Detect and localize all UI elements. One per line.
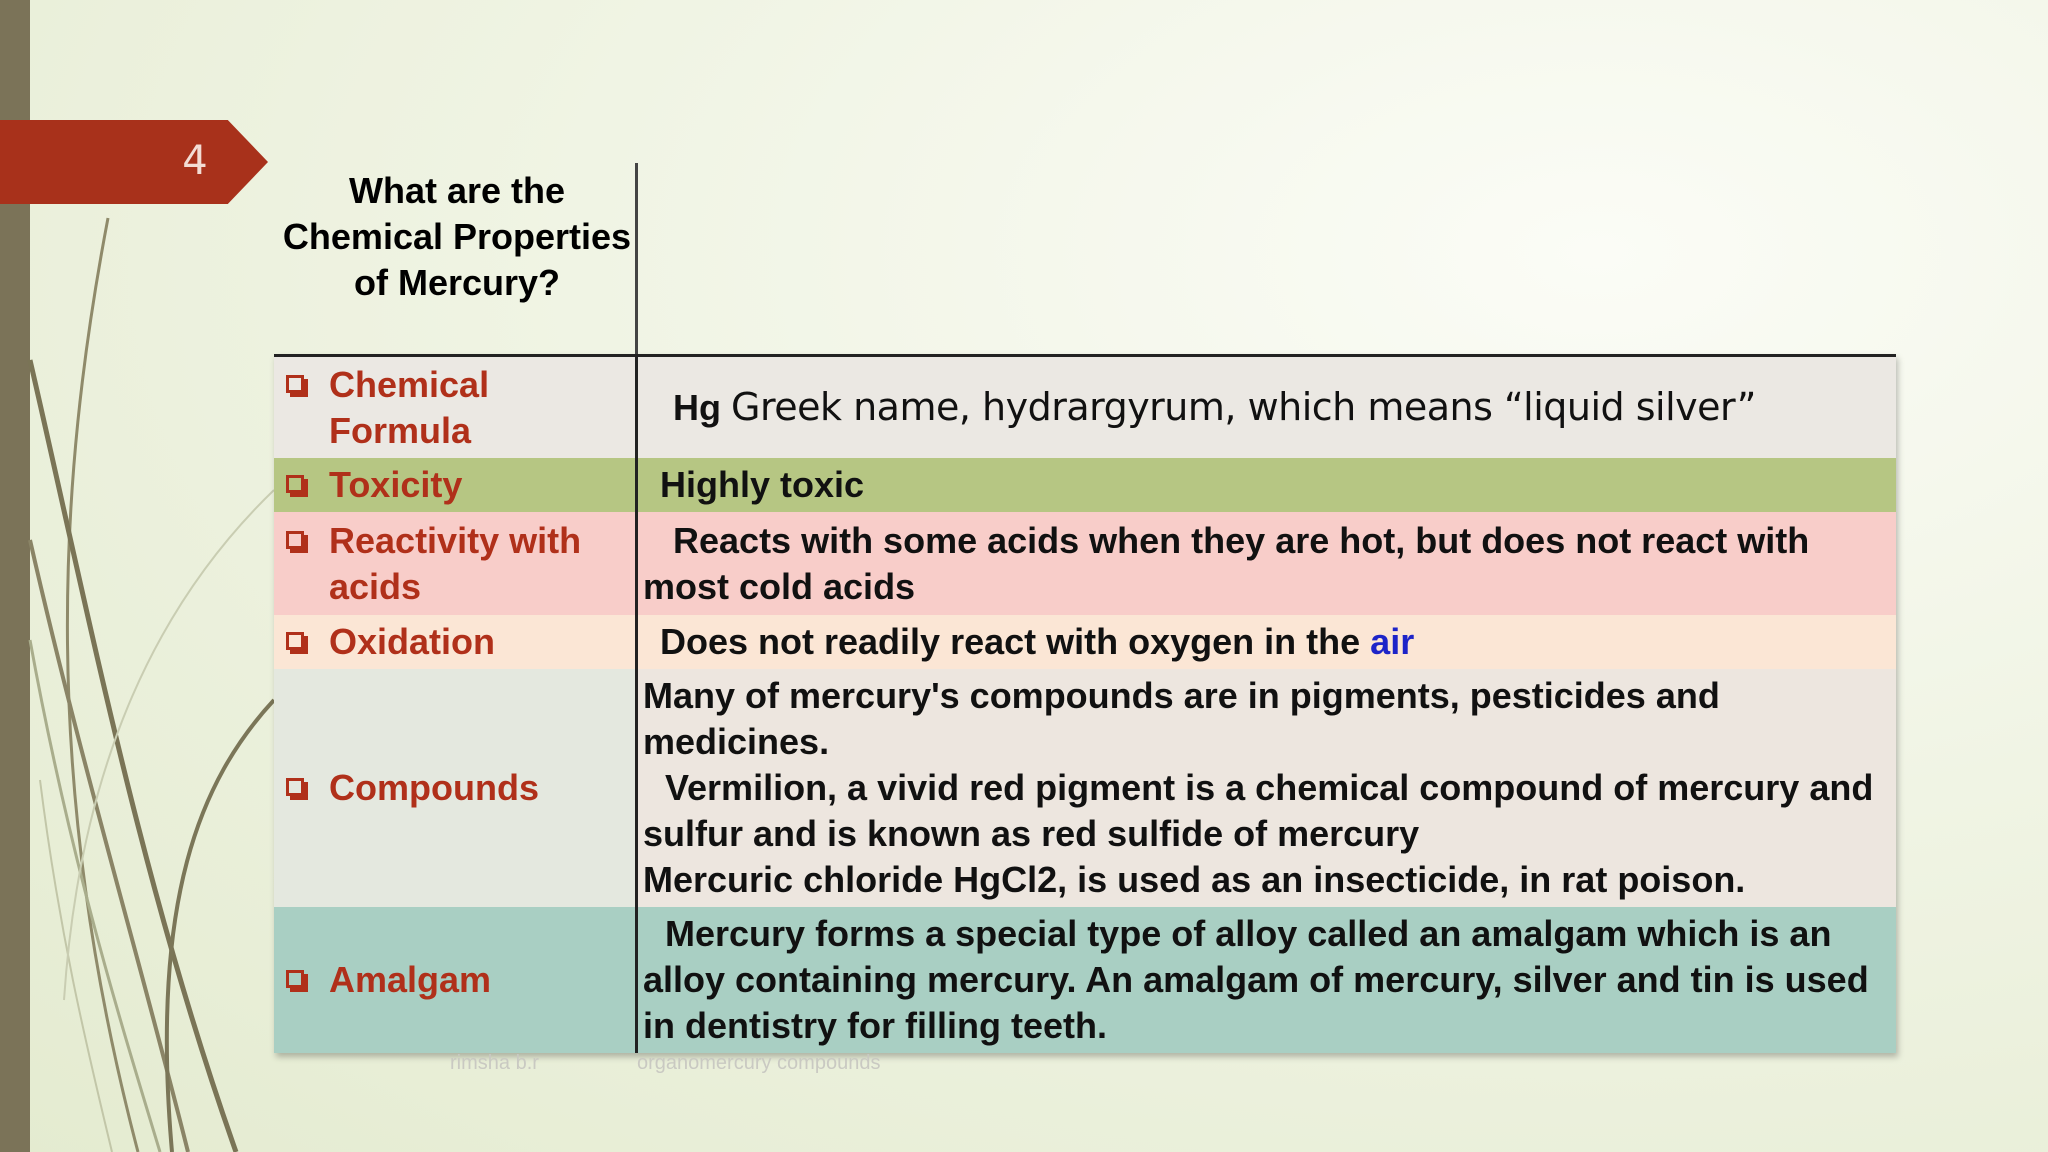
compounds-line-3: Mercuric chloride HgCl2, is used as an insecticide, in rat poison. bbox=[643, 859, 1746, 900]
row-label-cell bbox=[274, 907, 637, 1053]
row-label-cell bbox=[274, 669, 637, 907]
row-label: Chemical Formula bbox=[274, 362, 635, 454]
slide-number-badge bbox=[0, 120, 268, 204]
row-label-cell bbox=[274, 356, 637, 459]
table-row-reactivity bbox=[274, 512, 1896, 615]
table-header-title: What are the Chemical Properties of Mercury? bbox=[282, 170, 632, 303]
formula-description: Greek name, hydrargyrum, which means “liquid silver” bbox=[731, 385, 1756, 429]
row-value-cell bbox=[637, 356, 1897, 459]
row-value-cell bbox=[637, 669, 1897, 907]
row-value: Reacts with some acids when they are hot, but does not react with most cold acids bbox=[643, 519, 1810, 607]
table-row-compounds bbox=[274, 669, 1896, 907]
row-label: Oxidation bbox=[274, 619, 635, 665]
footer-author: rimsha b.r bbox=[450, 1052, 539, 1074]
table-row-oxidation bbox=[274, 615, 1896, 669]
formula-symbol: Hg bbox=[673, 387, 721, 428]
table-row-toxicity bbox=[274, 458, 1896, 512]
row-label-cell bbox=[274, 512, 637, 615]
compounds-line-1: Many of mercury's compounds are in pigments, pesticides and medicines. bbox=[643, 675, 1720, 762]
row-label: Compounds bbox=[274, 765, 635, 811]
checkbox-bullet-icon bbox=[286, 632, 304, 650]
row-value-cell bbox=[637, 458, 1897, 512]
row-value-cell bbox=[637, 907, 1897, 1053]
air-link[interactable]: air bbox=[1370, 621, 1415, 662]
table-row-chemical-formula bbox=[274, 356, 1896, 459]
slide-number: 4 bbox=[182, 138, 208, 184]
header-column-divider bbox=[635, 163, 638, 356]
row-label-cell bbox=[274, 458, 637, 512]
footer-topic: organomercury compounds bbox=[637, 1052, 881, 1074]
row-value: Mercury forms a special type of alloy called an amalgam which is an alloy containing mercury. An amalgam of mercury, silver and tin is used in dentistry for filling teeth. bbox=[643, 913, 1869, 1046]
row-label: Reactivity with acids bbox=[274, 518, 635, 610]
chemical-properties-table bbox=[274, 354, 1896, 1053]
row-label-cell bbox=[274, 615, 637, 669]
checkbox-bullet-icon bbox=[286, 970, 304, 988]
compounds-line-2: Vermilion, a vivid red pigment is a chemical compound of mercury and sulfur and is known as red sulfide of mercury bbox=[643, 767, 1874, 854]
checkbox-bullet-icon bbox=[286, 778, 304, 796]
row-value-cell bbox=[637, 512, 1897, 615]
row-label: Amalgam bbox=[274, 957, 635, 1003]
row-value: Highly toxic bbox=[660, 464, 865, 505]
checkbox-bullet-icon bbox=[286, 475, 304, 493]
checkbox-bullet-icon bbox=[286, 375, 304, 393]
table-row-amalgam bbox=[274, 907, 1896, 1053]
checkbox-bullet-icon bbox=[286, 531, 304, 549]
row-value: Does not readily react with oxygen in the bbox=[660, 621, 1361, 662]
row-value-cell bbox=[637, 615, 1897, 669]
row-label: Toxicity bbox=[274, 462, 635, 508]
